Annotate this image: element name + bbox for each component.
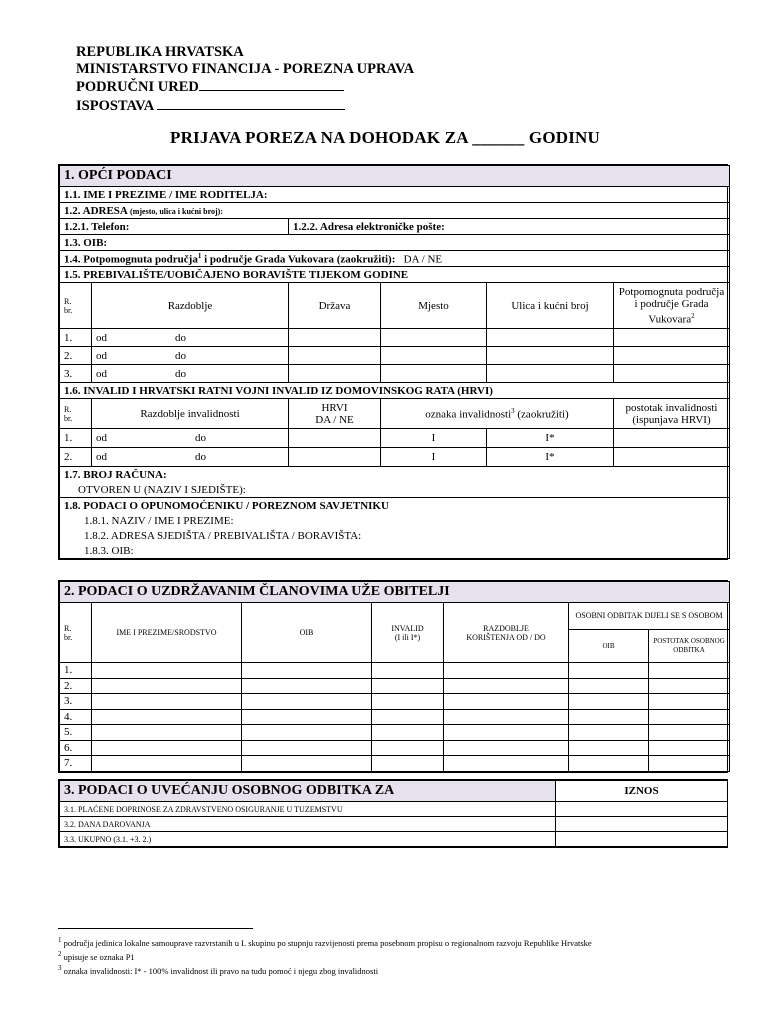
family-row[interactable] xyxy=(60,663,730,679)
hrvi-cell[interactable] xyxy=(289,429,381,448)
residence-row[interactable] xyxy=(60,329,730,347)
country-cell[interactable] xyxy=(289,329,381,347)
increase-row[interactable] xyxy=(60,817,728,832)
residence-col-country: Država xyxy=(289,283,381,329)
row-number: 5. xyxy=(60,725,92,741)
proxy-oib-field[interactable]: 1.8.3. OIB: xyxy=(60,543,730,559)
disability-heading: 1.6. INVALID I HRVATSKI RATNI VOJNI INVALID IZ DOMOVINSKOG RATA (HRVI) xyxy=(60,383,730,399)
rb-label-1: R. xyxy=(64,404,72,414)
family-col-invalid xyxy=(372,603,444,663)
shared-oib-cell[interactable] xyxy=(569,756,649,772)
hrvi-cell[interactable] xyxy=(289,448,381,467)
family-col-shared-percent: POSTOTAK OSOBNOG ODBITKA xyxy=(649,630,730,663)
from-label: od xyxy=(96,349,107,362)
name-cell[interactable] xyxy=(92,694,242,710)
disability-mark-hint: (zaokružiti) xyxy=(514,408,569,421)
header-branch-label: ISPOSTAVA xyxy=(76,97,154,114)
rb-label-2: br. xyxy=(64,305,73,315)
period-cell[interactable] xyxy=(444,663,569,679)
oib-cell[interactable] xyxy=(242,678,372,694)
shared-oib-cell[interactable] xyxy=(569,678,649,694)
proxy-heading: 1.8. PODACI O OPUNOMOĆENIKU / POREZNOM SAVJETNIKU xyxy=(60,498,730,514)
header-office-label: PODRUČNI URED xyxy=(76,79,199,95)
from-label: od xyxy=(96,451,107,463)
period-cell[interactable] xyxy=(444,756,569,772)
assisted-areas-row[interactable]: 1.4. Potpomognuta područja$^1$ i područje Grada Vukovara (zaokružiti): DA / NE xyxy=(60,251,730,267)
percent-cell[interactable] xyxy=(614,448,730,467)
assisted-cell[interactable] xyxy=(614,365,730,383)
disability-col-rb xyxy=(60,399,92,429)
row-number: 4. xyxy=(60,709,92,725)
hrvi-label: HRVI xyxy=(321,401,348,414)
percent-cell[interactable] xyxy=(614,429,730,448)
header-branch xyxy=(76,96,414,115)
to-label: do xyxy=(175,331,186,344)
donation-days-amount[interactable] xyxy=(556,817,728,832)
to-label: do xyxy=(195,432,206,444)
invalid-hint: (I ili I*) xyxy=(394,632,421,642)
period-hint: KORIŠTENJA OD / DO xyxy=(466,632,546,642)
residence-col-assisted-label: Potpomognuta područja i područje Grada Vukovara xyxy=(618,285,725,326)
header-office xyxy=(76,77,414,96)
increase-row[interactable] xyxy=(60,802,728,817)
rb-label-2: br. xyxy=(64,413,73,423)
to-label: do xyxy=(175,367,186,380)
footnote-3-text: oznaka invalidnosti: I* - 100% invalidnost ili pravo na tuđu pomoć i njegu zbog invalidnosti xyxy=(63,965,379,976)
family-row[interactable] xyxy=(60,709,730,725)
shared-oib-cell[interactable] xyxy=(569,709,649,725)
shared-oib-cell[interactable] xyxy=(569,694,649,710)
percent-cell[interactable] xyxy=(649,678,730,694)
row-number: 3. xyxy=(60,365,92,383)
from-label: od xyxy=(96,331,107,344)
period-cell[interactable] xyxy=(92,448,289,467)
invalid-cell[interactable] xyxy=(372,678,444,694)
period-cell[interactable] xyxy=(92,365,289,383)
shared-oib-cell[interactable] xyxy=(569,725,649,741)
oib-cell[interactable] xyxy=(242,725,372,741)
period-cell[interactable] xyxy=(92,329,289,347)
footnote-1-text: područja jedinica lokalne samouprave razvrstanih u I. skupinu po stupnju razvijenosti prema posebnom propisu o regionalnom razvoju Republike Hrvatske xyxy=(63,937,592,948)
invalid-cell[interactable] xyxy=(372,756,444,772)
disability-col-hrvi xyxy=(289,399,381,429)
address-label: 1.2. ADRESA xyxy=(64,204,128,217)
period-cell[interactable] xyxy=(92,347,289,365)
period-cell[interactable] xyxy=(444,725,569,741)
disability-row[interactable] xyxy=(60,448,730,467)
donation-days-label: 3.2. DANA DAROVANJA xyxy=(60,817,556,832)
from-label: od xyxy=(96,367,107,380)
proxy-address-field[interactable]: 1.8.2. ADRESA SJEDIŠTA / PREBIVALIŠTA / BORAVIŠTA: xyxy=(60,528,730,543)
oib-cell[interactable] xyxy=(242,663,372,679)
invalid-label: INVALID xyxy=(391,623,424,633)
oib-cell[interactable] xyxy=(242,694,372,710)
address-field[interactable] xyxy=(60,203,730,219)
family-row[interactable] xyxy=(60,678,730,694)
percent-cell[interactable] xyxy=(649,756,730,772)
row-number: 1. xyxy=(60,663,92,679)
family-row[interactable] xyxy=(60,694,730,710)
total-label: 3.3. UKUPNO (3.1. +3. 2.) xyxy=(60,832,556,847)
place-cell[interactable] xyxy=(381,329,487,347)
period-label: RAZDOBLJE xyxy=(483,623,529,633)
family-col-shared: OSOBNI ODBITAK DIJELI SE S OSOBOM xyxy=(569,603,730,630)
name-cell[interactable] xyxy=(92,725,242,741)
percent-cell[interactable] xyxy=(649,694,730,710)
rb-label-1: R. xyxy=(64,296,72,306)
assisted-areas-label-b: i područje Grada Vukovara (zaokružiti): xyxy=(201,253,396,266)
row-number: 2. xyxy=(60,448,92,467)
footnote-separator xyxy=(58,928,253,929)
address-hint: (mjesto, ulica i kućni broj): xyxy=(130,206,223,216)
form-title: PRIJAVA POREZA NA DOHODAK ZA ______ GODINU xyxy=(170,128,600,147)
residence-col-street: Ulica i kućni broj xyxy=(487,283,614,329)
from-label: od xyxy=(96,432,107,444)
name-cell[interactable] xyxy=(92,756,242,772)
row-number: 2. xyxy=(60,347,92,365)
row-number: 2. xyxy=(60,678,92,694)
footnote-3: $^3$ oznaka invalidnosti: I* - 100% invalidnost ili pravo na tuđu pomoć i njegu zbog invalidnosti xyxy=(58,963,379,976)
residence-col-place: Mjesto xyxy=(381,283,487,329)
street-cell[interactable] xyxy=(487,329,614,347)
country-cell[interactable] xyxy=(289,347,381,365)
name-cell[interactable] xyxy=(92,709,242,725)
office-field[interactable] xyxy=(199,77,344,91)
section-1 xyxy=(58,164,728,560)
residence-row[interactable] xyxy=(60,365,730,383)
footnotes xyxy=(58,935,728,976)
family-col-period xyxy=(444,603,569,663)
assisted-areas-label: 1.4. Potpomognuta područja xyxy=(64,253,198,266)
percent-cell[interactable] xyxy=(649,663,730,679)
assisted-cell[interactable] xyxy=(614,347,730,365)
invalid-cell[interactable] xyxy=(372,663,444,679)
invalid-cell[interactable] xyxy=(372,725,444,741)
mark-i-option[interactable]: I xyxy=(381,448,487,467)
amount-heading: IZNOS xyxy=(556,781,728,802)
residence-col-rb xyxy=(60,283,92,329)
period-cell[interactable] xyxy=(444,678,569,694)
rb-label-1: R. xyxy=(64,623,72,633)
document-header xyxy=(76,44,414,114)
place-cell[interactable] xyxy=(381,347,487,365)
name-parent-field[interactable]: 1.1. IME I PREZIME / IME RODITELJA: xyxy=(60,187,730,203)
assisted-cell[interactable] xyxy=(614,329,730,347)
health-contributions-label: 3.1. PLAĆENE DOPRINOSE ZA ZDRAVSTVENO OSIGURANJE U TUZEMSTVU xyxy=(60,802,556,817)
bank-field[interactable]: OTVOREN U (NAZIV I SJEDIŠTE): xyxy=(60,482,730,498)
family-col-shared-oib: OIB xyxy=(569,630,649,663)
section-3-heading: 3. PODACI O UVEĆANJU OSOBNOG ODBITKA ZA xyxy=(60,781,556,802)
name-cell[interactable] xyxy=(92,663,242,679)
section-1-heading: 1. OPĆI PODACI xyxy=(60,166,730,187)
period-cell[interactable] xyxy=(92,429,289,448)
account-label: 1.7. BROJ RAČUNA: xyxy=(60,467,730,483)
percent-cell[interactable] xyxy=(649,725,730,741)
oib-cell[interactable] xyxy=(242,709,372,725)
disability-row[interactable] xyxy=(60,429,730,448)
proxy-name-field[interactable]: 1.8.1. NAZIV / IME I PREZIME: xyxy=(60,513,730,528)
footnote-2: $^2$ upisuje se oznaka P1 xyxy=(58,949,135,962)
family-row[interactable] xyxy=(60,725,730,741)
shared-oib-cell[interactable] xyxy=(569,663,649,679)
to-label: do xyxy=(175,349,186,362)
family-row[interactable] xyxy=(60,756,730,772)
branch-field[interactable] xyxy=(157,96,345,110)
row-number: 1. xyxy=(60,429,92,448)
disability-col-percent xyxy=(614,399,730,429)
family-col-rb xyxy=(60,603,92,663)
invalid-cell[interactable] xyxy=(372,740,444,756)
percent-label: postotak invalidnosti xyxy=(625,401,718,414)
header-republic: REPUBLIKA HRVATSKA xyxy=(76,44,244,60)
disability-col-mark: oznaka invalidnosti$^3$ (zaokružiti) xyxy=(381,399,614,429)
header-ministry: MINISTARSTVO FINANCIJA - POREZNA UPRAVA xyxy=(76,60,415,77)
invalid-cell[interactable] xyxy=(372,694,444,710)
rb-label-2: br. xyxy=(64,632,73,642)
percent-cell[interactable] xyxy=(649,740,730,756)
period-cell[interactable] xyxy=(444,694,569,710)
phone-field[interactable]: 1.2.1. Telefon: xyxy=(60,219,289,235)
family-col-oib: OIB xyxy=(242,603,372,663)
residence-heading: 1.5. PREBIVALIŠTE/UOBIČAJENO BORAVIŠTE TIJEKOM GODINE xyxy=(60,267,730,283)
residence-col-assisted: Potpomognuta područja i područje Grada Vukovara$^2$ xyxy=(614,283,730,329)
row-number: 7. xyxy=(60,756,92,772)
percent-cell[interactable] xyxy=(649,709,730,725)
row-number: 3. xyxy=(60,694,92,710)
mark-istar-option[interactable]: I* xyxy=(487,448,614,467)
footnote-1: $^1$ područja jedinica lokalne samouprave razvrstanih u I. skupinu po stupnju razvijenosti prema posebnom propisu o regionalnom razvoju Republike Hrvatske xyxy=(58,936,592,948)
period-cell[interactable] xyxy=(444,709,569,725)
hrvi-options: DA / NE xyxy=(315,413,354,426)
street-cell[interactable] xyxy=(487,365,614,383)
invalid-cell[interactable] xyxy=(372,709,444,725)
oib-field[interactable]: 1.3. OIB: xyxy=(60,235,730,251)
section-2-heading: 2. PODACI O UZDRŽAVANIM ČLANOVIMA UŽE OBITELJI xyxy=(60,582,730,603)
row-number: 6. xyxy=(60,740,92,756)
mark-i-option[interactable]: I xyxy=(381,429,487,448)
email-field[interactable]: 1.2.2. Adresa elektroničke pošte: xyxy=(289,219,730,235)
disability-col-period: Razdoblje invalidnosti xyxy=(92,399,289,429)
section-2 xyxy=(58,580,728,773)
period-cell[interactable] xyxy=(444,740,569,756)
health-contributions-amount[interactable] xyxy=(556,802,728,817)
family-row[interactable] xyxy=(60,740,730,756)
name-cell[interactable] xyxy=(92,678,242,694)
residence-row[interactable] xyxy=(60,347,730,365)
yes-no-option[interactable]: DA / NE xyxy=(403,253,443,266)
row-number: 1. xyxy=(60,329,92,347)
increase-row[interactable] xyxy=(60,832,728,847)
street-cell[interactable] xyxy=(487,347,614,365)
to-label: do xyxy=(195,451,206,463)
country-cell[interactable] xyxy=(289,365,381,383)
family-col-name: IME I PREZIME/SRODSTVO xyxy=(92,603,242,663)
residence-col-period: Razdoblje xyxy=(92,283,289,329)
footnote-2-text: upisuje se oznaka P1 xyxy=(63,951,135,962)
oib-cell[interactable] xyxy=(242,740,372,756)
total-amount[interactable] xyxy=(556,832,728,847)
percent-hint: (ispunjava HRVI) xyxy=(632,413,711,426)
disability-mark-label: oznaka invalidnosti xyxy=(425,408,512,421)
shared-oib-cell[interactable] xyxy=(569,740,649,756)
name-cell[interactable] xyxy=(92,740,242,756)
oib-cell[interactable] xyxy=(242,756,372,772)
section-3 xyxy=(58,779,728,848)
mark-istar-option[interactable]: I* xyxy=(487,429,614,448)
place-cell[interactable] xyxy=(381,365,487,383)
